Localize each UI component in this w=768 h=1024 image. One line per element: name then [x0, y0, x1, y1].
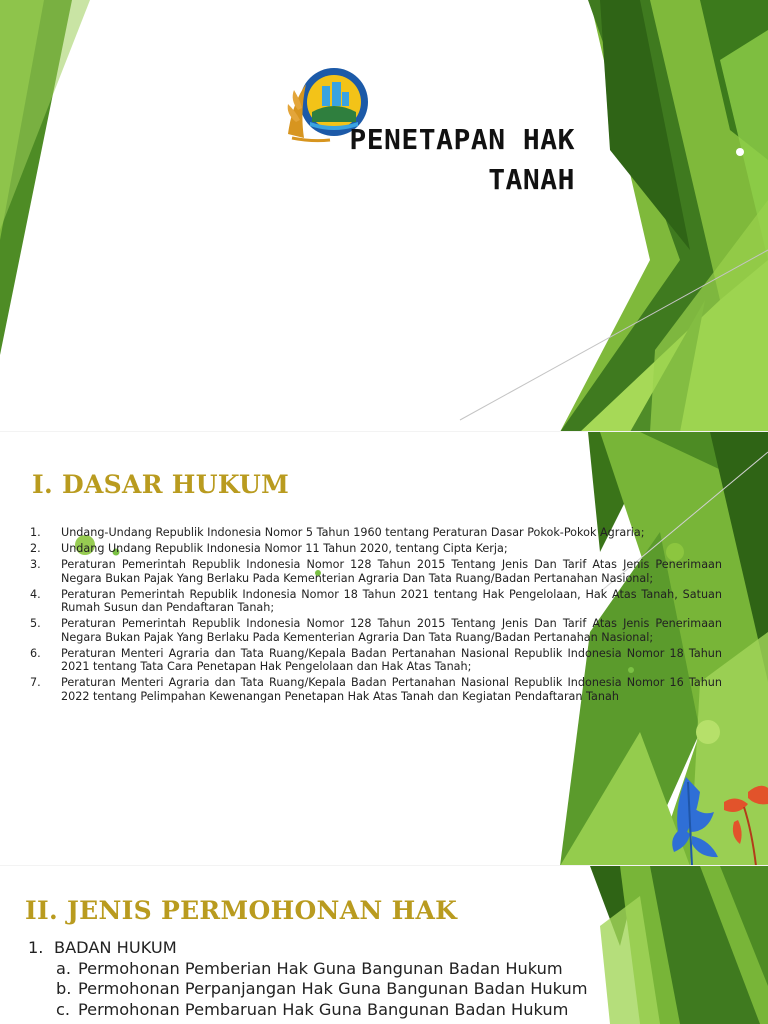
list-item: a. Permohonan Pemberian Hak Guna Bangunan Badan Hukum: [56, 958, 563, 978]
list-item: 5. Peraturan Pemerintah Republik Indonesia Nomor 128 Tahun 2015 Tentang Jenis Dan Tarif Atas Jenis Penerimaan Negara Bukan Pajak Yang Berlaku Pada Kementerian Agraria Dan Tata Ruang/Badan Pertanahan Nasional;: [30, 617, 722, 644]
legal-basis-slide: [0, 432, 768, 866]
section-heading-jenis-permohonan: II. JENIS PERMOHONAN HAK: [25, 896, 458, 925]
title-slide: [0, 0, 768, 432]
list-item: 7. Peraturan Menteri Agraria dan Tata Ruang/Kepala Badan Pertanahan Nasional Republik Indonesia Nomor 16 Tahun 2022 tentang Pelimpahan Kewenangan Penetapan Hak Atas Tanah dan Kegiatan Pendaftaran Tanah: [30, 676, 722, 703]
list-item: 3. Peraturan Pemerintah Republik Indonesia Nomor 128 Tahun 2015 Tentang Jenis Dan Tarif Atas Jenis Penerimaan Negara Bukan Pajak Yang Berlaku Pada Kementerian Agraria Dan Tata Ruang/Badan Pertanahan Nasional;: [30, 557, 722, 585]
list-item: c. Permohonan Pembaruan Hak Guna Bangunan Badan Hukum: [56, 999, 569, 1019]
list-item: 6. Peraturan Menteri Agraria dan Tata Ruang/Kepala Badan Pertanahan Nasional Republik Indonesia Nomor 18 Tahun 2021 tentang Tata Cara Penetapan Hak Pengelolaan dan Hak Atas Tanah;: [30, 646, 722, 674]
list-item: 1. BADAN HUKUM: [28, 938, 177, 957]
list-item: b. Permohonan Perpanjangan Hak Guna Bangunan Badan Hukum: [56, 979, 588, 998]
presentation-title: [349, 120, 575, 200]
list-item: 4. Peraturan Pemerintah Republik Indonesia Nomor 18 Tahun 2021 tentang Hak Pengelolaan, Hak Atas Tanah, Satuan Rumah Susun dan Pendaftaran Tanah;: [30, 587, 722, 615]
list-item: 2. Undang Undang Republik Indonesia Nomor 11 Tahun 2020, tentang Cipta Kerja;: [30, 541, 508, 555]
section-heading-dasar-hukum: I. DASAR HUKUM: [32, 470, 290, 499]
title-line-1: PENETAPAN HAK: [349, 123, 575, 156]
green-dot: [696, 720, 720, 744]
application-types-list: [28, 938, 628, 1020]
application-types-slide: [0, 866, 768, 1024]
list-item: 1. Undang-Undang Republik Indonesia Nomor 5 Tahun 1960 tentang Peraturan Dasar Pokok-Pokok Agraria;: [30, 526, 645, 539]
white-dot: [736, 148, 744, 156]
green-geometric-decoration: [0, 0, 768, 432]
legal-basis-list: [30, 526, 722, 706]
sub-list: [28, 959, 628, 1021]
title-line-2: TANAH: [488, 163, 575, 196]
